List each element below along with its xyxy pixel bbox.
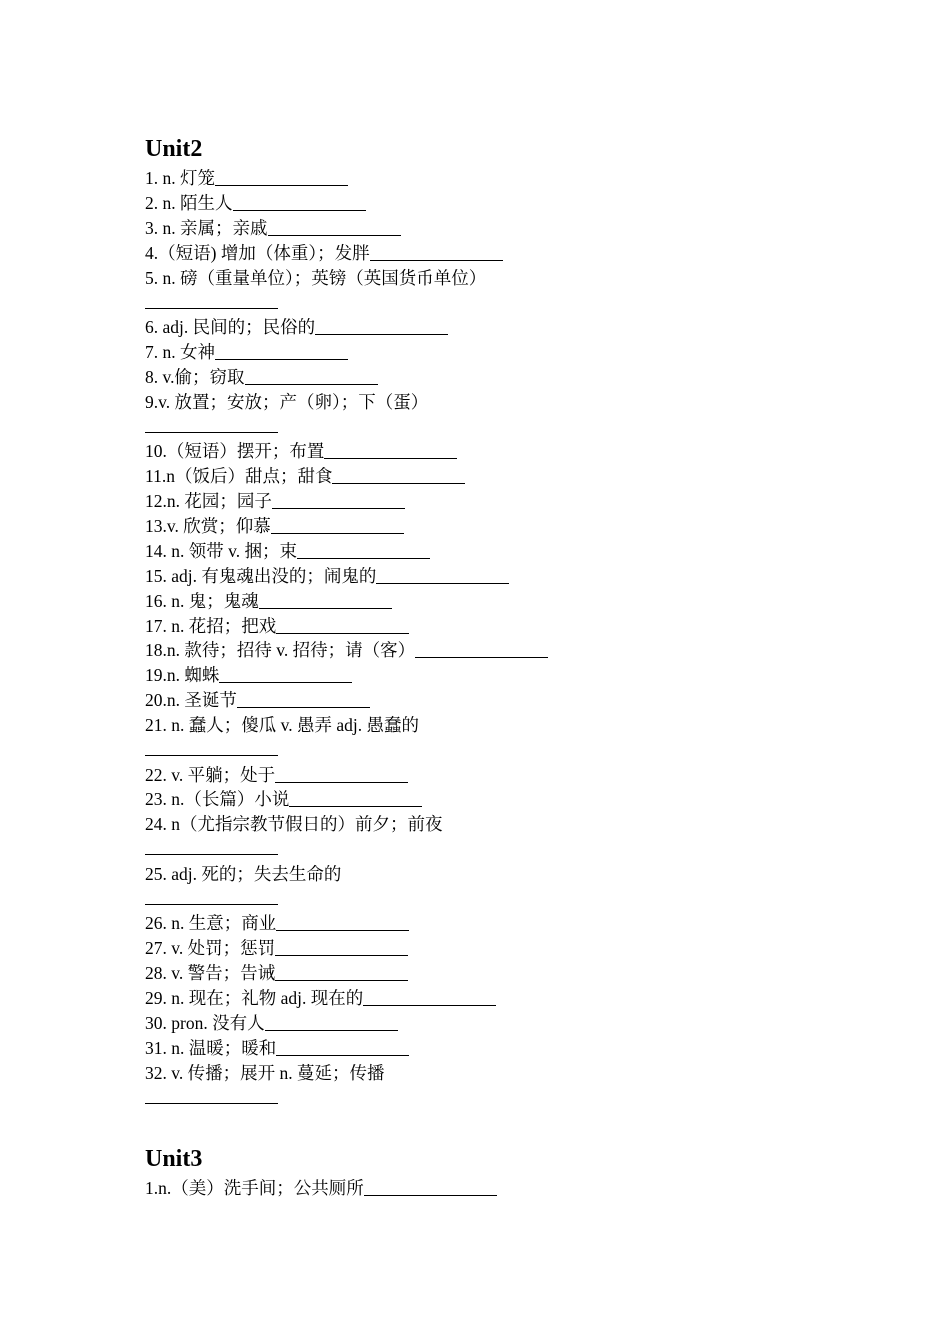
vocabulary-item — [145, 614, 845, 639]
vocabulary-prompt: 2. n. 陌生人 — [145, 192, 233, 213]
vocabulary-item — [145, 1011, 845, 1036]
vocabulary-list-unit2 — [145, 166, 845, 1104]
vocabulary-prompt: 3. n. 亲属；亲戚 — [145, 217, 268, 238]
vocabulary-prompt: 31. n. 温暖；暖和 — [145, 1037, 277, 1058]
answer-blank[interactable] — [219, 681, 352, 683]
vocabulary-prompt: 20.n. 圣诞节 — [145, 690, 237, 711]
vocabulary-prompt: 16. n. 鬼；鬼魂 — [145, 590, 259, 611]
answer-blank[interactable] — [268, 234, 401, 236]
vocabulary-item — [145, 315, 845, 340]
vocabulary-item — [145, 911, 845, 936]
answer-blank[interactable] — [297, 557, 430, 559]
vocabulary-item — [145, 266, 845, 309]
vocabulary-prompt: 28. v. 警告；告诫 — [145, 962, 276, 983]
vocabulary-item — [145, 763, 845, 788]
vocabulary-prompt: 19.n. 蜘蛛 — [145, 665, 220, 686]
vocabulary-list-unit3 — [145, 1176, 845, 1201]
vocabulary-prompt: 29. n. 现在；礼物 adj. 现在的 — [145, 987, 364, 1008]
vocabulary-prompt: 32. v. 传播；展开 n. 蔓延；传播 — [145, 1062, 385, 1083]
vocabulary-prompt: 18.n. 款待；招待 v. 招待；请（客） — [145, 640, 416, 661]
vocabulary-prompt: 9.v. 放置；安放；产（卵）；下（蛋） — [145, 391, 429, 412]
vocabulary-item — [145, 936, 845, 961]
vocabulary-prompt: 24. n（尤指宗教节假日的）前夕；前夜 — [145, 814, 443, 835]
vocabulary-item — [145, 464, 845, 489]
vocabulary-item — [145, 340, 845, 365]
vocabulary-item — [145, 812, 845, 855]
answer-blank[interactable] — [332, 482, 465, 484]
vocabulary-item — [145, 862, 845, 905]
vocabulary-prompt: 22. v. 平躺；处于 — [145, 764, 276, 785]
vocabulary-prompt: 12.n. 花园；园子 — [145, 490, 272, 511]
vocabulary-prompt: 10.（短语）摆开；布置 — [145, 441, 325, 462]
vocabulary-item — [145, 787, 845, 812]
answer-blank[interactable] — [145, 738, 278, 756]
answer-blank[interactable] — [271, 532, 404, 534]
answer-blank[interactable] — [363, 1004, 496, 1006]
answer-blank[interactable] — [276, 1054, 409, 1056]
answer-blank[interactable] — [237, 706, 370, 708]
unit-heading: Unit2 — [145, 136, 203, 162]
vocabulary-item — [145, 663, 845, 688]
vocabulary-prompt: 23. n.（长篇）小说 — [145, 789, 290, 810]
vocabulary-prompt: 4.（短语) 增加（体重）；发胖 — [145, 242, 370, 263]
document-page — [145, 132, 845, 1200]
answer-blank[interactable] — [145, 291, 278, 309]
vocabulary-prompt: 14. n. 领带 v. 捆；束 — [145, 540, 297, 561]
vocabulary-item — [145, 241, 845, 266]
answer-blank[interactable] — [324, 457, 457, 459]
vocabulary-item — [145, 216, 845, 241]
vocabulary-item — [145, 191, 845, 216]
answer-blank[interactable] — [276, 632, 409, 634]
answer-blank[interactable] — [415, 656, 548, 658]
vocabulary-prompt: 1.n.（美）洗手间；公共厕所 — [145, 1177, 364, 1198]
vocabulary-item — [145, 986, 845, 1011]
answer-blank[interactable] — [275, 781, 408, 783]
vocabulary-prompt: 1. n. 灯笼 — [145, 168, 215, 188]
vocabulary-item — [145, 961, 845, 986]
vocabulary-item — [145, 439, 845, 464]
answer-blank[interactable] — [275, 979, 408, 981]
answer-blank[interactable] — [370, 259, 503, 261]
vocabulary-prompt: 30. pron. 没有人 — [145, 1012, 265, 1033]
answer-blank[interactable] — [265, 1029, 398, 1031]
vocabulary-prompt: 7. n. 女神 — [145, 341, 215, 362]
answer-blank[interactable] — [315, 333, 448, 335]
answer-blank[interactable] — [259, 607, 392, 609]
unit-heading: Unit3 — [145, 1145, 203, 1172]
vocabulary-item — [145, 638, 845, 663]
vocabulary-prompt: 13.v. 欣赏；仰慕 — [145, 515, 271, 536]
vocabulary-item — [145, 564, 845, 589]
vocabulary-item — [145, 1061, 845, 1104]
vocabulary-item — [145, 1036, 845, 1061]
vocabulary-item — [145, 589, 845, 614]
answer-blank[interactable] — [145, 415, 278, 433]
vocabulary-item — [145, 489, 845, 514]
vocabulary-item — [145, 514, 845, 539]
vocabulary-prompt: 6. adj. 民间的；民俗的 — [145, 317, 316, 338]
vocabulary-item — [145, 688, 845, 713]
answer-blank[interactable] — [233, 209, 366, 211]
vocabulary-prompt: 15. adj. 有鬼魂出没的；闹鬼的 — [145, 565, 377, 586]
vocabulary-prompt: 27. v. 处罚；惩罚 — [145, 938, 276, 959]
answer-blank[interactable] — [275, 954, 408, 956]
answer-blank[interactable] — [145, 1086, 278, 1104]
answer-blank[interactable] — [215, 358, 348, 360]
answer-blank[interactable] — [376, 582, 509, 584]
vocabulary-item — [145, 390, 845, 433]
answer-blank[interactable] — [289, 805, 422, 807]
vocabulary-item — [145, 713, 845, 756]
answer-blank[interactable] — [276, 929, 409, 931]
answer-blank[interactable] — [145, 887, 278, 905]
vocabulary-item — [145, 166, 845, 191]
vocabulary-prompt: 17. n. 花招；把戏 — [145, 615, 277, 636]
vocabulary-prompt: 5. n. 磅（重量单位）；英镑（英国货币单位） — [145, 267, 487, 288]
vocabulary-prompt: 21. n. 蠢人；傻瓜 v. 愚弄 adj. 愚蠢的 — [145, 715, 419, 736]
answer-blank[interactable] — [272, 507, 405, 509]
answer-blank[interactable] — [215, 184, 348, 186]
answer-blank[interactable] — [364, 1194, 497, 1196]
vocabulary-prompt: 11.n（饭后）甜点；甜食 — [145, 466, 333, 487]
vocabulary-prompt: 25. adj. 死的；失去生命的 — [145, 863, 342, 884]
vocabulary-prompt: 26. n. 生意；商业 — [145, 913, 277, 934]
answer-blank[interactable] — [245, 383, 378, 385]
vocabulary-prompt: 8. v.偷；窃取 — [145, 366, 245, 387]
vocabulary-item — [145, 365, 845, 390]
vocabulary-item — [145, 1176, 845, 1201]
vocabulary-item — [145, 539, 845, 564]
answer-blank[interactable] — [145, 837, 278, 855]
